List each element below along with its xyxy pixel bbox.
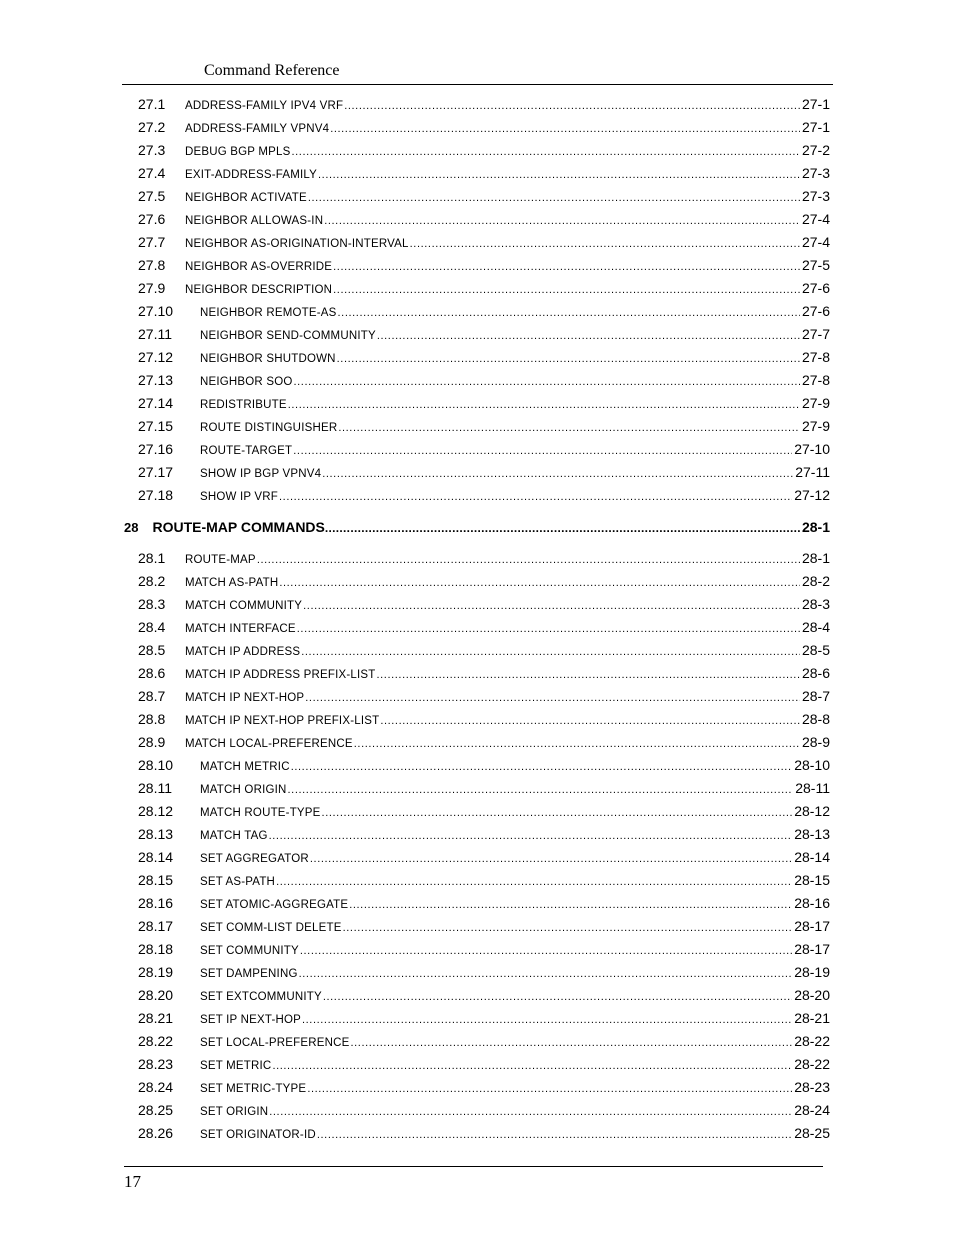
dot-leader — [377, 669, 800, 681]
toc-entry[interactable] — [0, 663, 954, 686]
toc-entry-page: 28-8 — [801, 711, 830, 727]
toc-entry-number: 27.8 — [138, 257, 166, 273]
dot-leader — [269, 830, 793, 842]
page-number: 17 — [124, 1172, 141, 1191]
toc-entry-number: 27.2 — [138, 119, 166, 135]
toc-entry[interactable] — [0, 370, 954, 393]
toc-entry[interactable] — [0, 209, 954, 232]
toc-entry-number: 27.14 — [138, 395, 174, 411]
toc-entry[interactable] — [0, 617, 954, 640]
toc-entry-page: 28-1 — [801, 550, 830, 566]
toc-entry-title: MATCH INTERFACE — [185, 623, 296, 635]
toc-entry-page: 27-4 — [801, 234, 830, 250]
toc-entry-title: ROUTE-TARGET — [200, 445, 293, 457]
dot-leader — [307, 1083, 792, 1095]
toc-entry-number: 27.12 — [138, 349, 174, 365]
dot-leader — [293, 445, 792, 457]
toc-entry[interactable] — [0, 278, 954, 301]
toc-entry-page: 28-20 — [794, 987, 830, 1003]
toc-entry-title: SET DAMPENING — [200, 968, 298, 980]
dot-leader — [337, 353, 800, 365]
toc-entry-page: 28-14 — [794, 849, 830, 865]
toc-entry-page: 28-10 — [794, 757, 830, 773]
toc-entry-title: SHOW IP BGP VPNV4 — [200, 468, 322, 480]
toc-entry-number: 28.13 — [138, 826, 174, 842]
dot-leader — [308, 192, 800, 204]
toc-entry-title: NEIGHBOR SHUTDOWN — [200, 353, 336, 365]
toc-entry-title: NEIGHBOR SEND-COMMUNITY — [200, 330, 376, 342]
toc-entry-title: MATCH ROUTE-TYPE — [200, 807, 321, 819]
toc-entry[interactable] — [0, 594, 954, 617]
toc-entry-number: 27.17 — [138, 464, 174, 480]
toc-entry-page: 27-1 — [801, 119, 830, 135]
dot-leader — [333, 261, 800, 273]
toc-entry[interactable] — [0, 847, 954, 870]
toc-entry-page: 28-21 — [794, 1010, 830, 1026]
dot-leader — [279, 491, 792, 503]
toc-entry[interactable] — [0, 324, 954, 347]
toc-entry-number: 28.18 — [138, 941, 174, 957]
toc-entry-page: 27-9 — [801, 395, 830, 411]
toc-entry-page: 28-7 — [801, 688, 830, 704]
toc-entry-title: NEIGHBOR AS-ORIGINATION-INTERVAL — [185, 238, 409, 250]
dot-leader — [322, 807, 793, 819]
toc-entry-title: MATCH IP ADDRESS PREFIX-LIST — [185, 669, 376, 681]
toc-entry-number: 28.5 — [138, 642, 166, 658]
toc-entry-number: 27.13 — [138, 372, 174, 388]
toc-entry-page: 28-24 — [794, 1102, 830, 1118]
toc-entry-title: SET IP NEXT-HOP — [200, 1014, 301, 1026]
toc-entry-number: 28.20 — [138, 987, 174, 1003]
toc-entry-number: 28.23 — [138, 1056, 174, 1072]
dot-leader — [343, 922, 793, 934]
toc-entry[interactable] — [0, 462, 954, 485]
toc-entry-title: NEIGHBOR SOO — [200, 376, 293, 388]
dot-leader — [300, 945, 792, 957]
chapter-number: 28 — [124, 520, 139, 535]
toc-entry-title: MATCH COMMUNITY — [185, 600, 303, 612]
toc-entry-page: 28-15 — [794, 872, 830, 888]
toc-entry-title: SET ORIGINATOR-ID — [200, 1129, 316, 1141]
toc-entry[interactable] — [0, 709, 954, 732]
toc-entry[interactable] — [0, 439, 954, 462]
toc-entry[interactable] — [0, 824, 954, 847]
dot-leader — [291, 761, 792, 773]
chapter-page: 28-1 — [801, 519, 830, 535]
toc-entry[interactable] — [0, 640, 954, 663]
toc-entry-title: SET METRIC-TYPE — [200, 1083, 307, 1095]
toc-entry-number: 28.9 — [138, 734, 166, 750]
toc-entry-title: ADDRESS-FAMILY VPNV4 — [185, 123, 330, 135]
toc-entry-page: 28-22 — [794, 1056, 830, 1072]
toc-entry-title: SET EXTCOMMUNITY — [200, 991, 322, 1003]
toc-entry-title: MATCH IP ADDRESS — [185, 646, 301, 658]
dot-leader — [354, 738, 800, 750]
dot-leader — [299, 968, 793, 980]
toc-entry-number: 27.15 — [138, 418, 174, 434]
toc-entry-number: 28.7 — [138, 688, 166, 704]
dot-leader — [257, 554, 800, 566]
running-header: Command Reference — [204, 62, 340, 79]
toc-entry[interactable] — [0, 571, 954, 594]
toc-entry-number: 27.3 — [138, 142, 166, 158]
toc-entry[interactable] — [0, 916, 954, 939]
toc-entry-number: 28.17 — [138, 918, 174, 934]
toc-entry-title: ROUTE-MAP — [185, 554, 256, 566]
toc-entry-number: 28.24 — [138, 1079, 174, 1095]
toc-entry-page: 27-5 — [801, 257, 830, 273]
toc-section-27 — [0, 94, 954, 508]
toc-entry-title: ADDRESS-FAMILY IPV4 VRF — [185, 100, 344, 112]
toc-entry-number: 28.15 — [138, 872, 174, 888]
dot-leader — [318, 169, 800, 181]
toc-entry[interactable] — [0, 301, 954, 324]
toc-entry-number: 28.16 — [138, 895, 174, 911]
toc-entry[interactable] — [0, 939, 954, 962]
toc-entry[interactable] — [0, 117, 954, 140]
toc-entry-page: 28-17 — [794, 918, 830, 934]
toc-entry-title: MATCH IP NEXT-HOP PREFIX-LIST — [185, 715, 380, 727]
toc-entry-number: 28.19 — [138, 964, 174, 980]
toc-entry[interactable] — [0, 778, 954, 801]
toc-entry-page: 28-19 — [794, 964, 830, 980]
dot-leader — [377, 330, 800, 342]
toc-entry-number: 28.10 — [138, 757, 174, 773]
toc-entry[interactable] — [0, 1031, 954, 1054]
toc-entry-page: 28-25 — [794, 1125, 830, 1141]
toc-entry-number: 28.11 — [138, 780, 172, 796]
toc-entry[interactable] — [0, 985, 954, 1008]
toc-entry-number: 28.4 — [138, 619, 166, 635]
toc-entry-title: SHOW IP VRF — [200, 491, 279, 503]
toc-entry-page: 28-23 — [794, 1079, 830, 1095]
toc-entry-page: 27-6 — [801, 280, 830, 296]
toc-entry-page: 28-6 — [801, 665, 830, 681]
dot-leader — [338, 307, 800, 319]
toc-entry[interactable] — [0, 962, 954, 985]
chapter-heading[interactable] — [0, 508, 954, 548]
dot-leader — [301, 646, 800, 658]
toc-entry[interactable] — [0, 186, 954, 209]
toc-entry[interactable] — [0, 548, 954, 571]
dot-leader — [297, 623, 800, 635]
toc-entry-page: 28-16 — [794, 895, 830, 911]
toc-entry-page: 27-8 — [801, 372, 830, 388]
toc-entry-number: 27.18 — [138, 487, 174, 503]
toc-entry[interactable] — [0, 163, 954, 186]
dot-leader — [351, 1037, 793, 1049]
toc-entry-title: REDISTRIBUTE — [200, 399, 287, 411]
toc-entry-number: 28.6 — [138, 665, 166, 681]
toc-entry-page: 27-1 — [801, 96, 830, 112]
toc-entry-title: SET AGGREGATOR — [200, 853, 309, 865]
toc-entry-number: 27.16 — [138, 441, 174, 457]
toc-entry-title: SET METRIC — [200, 1060, 272, 1072]
toc-entry[interactable] — [0, 485, 954, 508]
toc-entry-number: 27.10 — [138, 303, 174, 319]
toc-entry-page: 27-10 — [794, 441, 830, 457]
toc-entry-title: SET COMMUNITY — [200, 945, 299, 957]
dot-leader — [322, 468, 793, 480]
toc-entry-page: 27-2 — [801, 142, 830, 158]
toc-entry-title: SET COMM-LIST DELETE — [200, 922, 342, 934]
dot-leader — [310, 853, 792, 865]
toc-entry-page: 28-5 — [801, 642, 830, 658]
dot-leader — [330, 123, 800, 135]
toc-entry[interactable] — [0, 1123, 954, 1146]
toc-entry[interactable] — [0, 255, 954, 278]
dot-leader — [380, 715, 800, 727]
dot-leader — [288, 784, 794, 796]
toc-entry[interactable] — [0, 1054, 954, 1077]
toc-entry-title: NEIGHBOR ACTIVATE — [185, 192, 307, 204]
toc-entry-title: SET ATOMIC-AGGREGATE — [200, 899, 349, 911]
toc-entry-title: NEIGHBOR DESCRIPTION — [185, 284, 333, 296]
dot-leader — [288, 399, 800, 411]
toc-entry-page: 27-12 — [794, 487, 830, 503]
chapter-title: ROUTE-MAP COMMANDS — [152, 519, 325, 535]
toc-entry-title: MATCH TAG — [200, 830, 268, 842]
dot-leader — [323, 991, 792, 1003]
toc-entry[interactable] — [0, 686, 954, 709]
toc-entry-title: NEIGHBOR ALLOWAS-IN — [185, 215, 324, 227]
toc-entry-number: 28.2 — [138, 573, 166, 589]
toc-entry-title: MATCH LOCAL-PREFERENCE — [185, 738, 353, 750]
toc-entry-title: SET ORIGIN — [200, 1106, 269, 1118]
toc-entry-number: 28.21 — [138, 1010, 174, 1026]
dot-leader — [303, 600, 800, 612]
toc-section-28 — [0, 548, 954, 1146]
toc-entry-page: 27-8 — [801, 349, 830, 365]
toc-entry-number: 28.12 — [138, 803, 174, 819]
dot-leader — [272, 1060, 792, 1072]
toc-entry[interactable] — [0, 347, 954, 370]
dot-leader — [291, 146, 799, 158]
toc-entry-number: 28.3 — [138, 596, 166, 612]
toc-entry-title: MATCH IP NEXT-HOP — [185, 692, 305, 704]
toc-entry-number: 28.1 — [138, 550, 166, 566]
toc-entry[interactable] — [0, 393, 954, 416]
toc-entry-title: MATCH AS-PATH — [185, 577, 279, 589]
dot-leader — [269, 1106, 792, 1118]
toc-entry-number: 28.22 — [138, 1033, 174, 1049]
toc-entry-title: MATCH METRIC — [200, 761, 290, 773]
dot-leader — [344, 100, 800, 112]
toc-entry-number: 27.11 — [138, 326, 172, 342]
dot-leader — [317, 1129, 792, 1141]
toc-entry[interactable] — [0, 416, 954, 439]
toc-entry-page: 28-17 — [794, 941, 830, 957]
dot-leader — [302, 1014, 792, 1026]
footer-divider — [124, 1166, 823, 1167]
header-divider — [122, 84, 833, 85]
toc-entry-page: 27-7 — [801, 326, 830, 342]
toc-entry-page: 28-9 — [801, 734, 830, 750]
dot-leader — [279, 577, 800, 589]
toc-entry-number: 28.26 — [138, 1125, 174, 1141]
toc-entry-page: 28-4 — [801, 619, 830, 635]
dot-leader — [333, 284, 800, 296]
toc-entry[interactable] — [0, 1100, 954, 1123]
dot-leader — [325, 521, 800, 535]
dot-leader — [349, 899, 792, 911]
toc-entry-number: 27.4 — [138, 165, 166, 181]
toc-entry-page: 27-11 — [795, 464, 830, 480]
toc-entry-page: 27-4 — [801, 211, 830, 227]
toc-entry-page: 27-6 — [801, 303, 830, 319]
dot-leader — [410, 238, 800, 250]
toc-entry-page: 27-3 — [801, 165, 830, 181]
dot-leader — [324, 215, 800, 227]
toc-entry-number: 27.6 — [138, 211, 166, 227]
toc-entry-page: 28-13 — [794, 826, 830, 842]
toc-entry-number: 27.5 — [138, 188, 166, 204]
toc-entry-page: 28-3 — [801, 596, 830, 612]
toc-entry-number: 28.14 — [138, 849, 174, 865]
toc-entry-title: SET LOCAL-PREFERENCE — [200, 1037, 350, 1049]
toc-entry-page: 28-22 — [794, 1033, 830, 1049]
toc-entry-title: SET AS-PATH — [200, 876, 276, 888]
toc-entry[interactable] — [0, 732, 954, 755]
toc-entry[interactable] — [0, 1008, 954, 1031]
toc-entry-number: 27.1 — [138, 96, 166, 112]
toc-entry-title: ROUTE DISTINGUISHER — [200, 422, 338, 434]
dot-leader — [305, 692, 800, 704]
dot-leader — [338, 422, 800, 434]
toc-entry-number: 28.25 — [138, 1102, 174, 1118]
dot-leader — [276, 876, 792, 888]
toc-entry-title: MATCH ORIGIN — [200, 784, 287, 796]
toc-entry-page: 28-12 — [794, 803, 830, 819]
toc-entry-page: 27-9 — [801, 418, 830, 434]
toc-entry[interactable] — [0, 870, 954, 893]
toc-entry-title: EXIT-ADDRESS-FAMILY — [185, 169, 318, 181]
table-of-contents — [0, 94, 954, 1146]
toc-entry-title: DEBUG BGP MPLS — [185, 146, 291, 158]
toc-entry-page: 28-11 — [795, 780, 830, 796]
toc-entry[interactable] — [0, 755, 954, 778]
dot-leader — [294, 376, 800, 388]
toc-entry[interactable] — [0, 94, 954, 117]
toc-entry[interactable] — [0, 893, 954, 916]
toc-entry[interactable] — [0, 140, 954, 163]
toc-entry-page: 28-2 — [801, 573, 830, 589]
toc-entry[interactable] — [0, 1077, 954, 1100]
toc-entry-number: 27.7 — [138, 234, 166, 250]
toc-entry-title: NEIGHBOR REMOTE-AS — [200, 307, 337, 319]
toc-entry[interactable] — [0, 232, 954, 255]
toc-entry[interactable] — [0, 801, 954, 824]
toc-entry-number: 27.9 — [138, 280, 166, 296]
toc-entry-page: 27-3 — [801, 188, 830, 204]
toc-entry-number: 28.8 — [138, 711, 166, 727]
toc-entry-title: NEIGHBOR AS-OVERRIDE — [185, 261, 333, 273]
